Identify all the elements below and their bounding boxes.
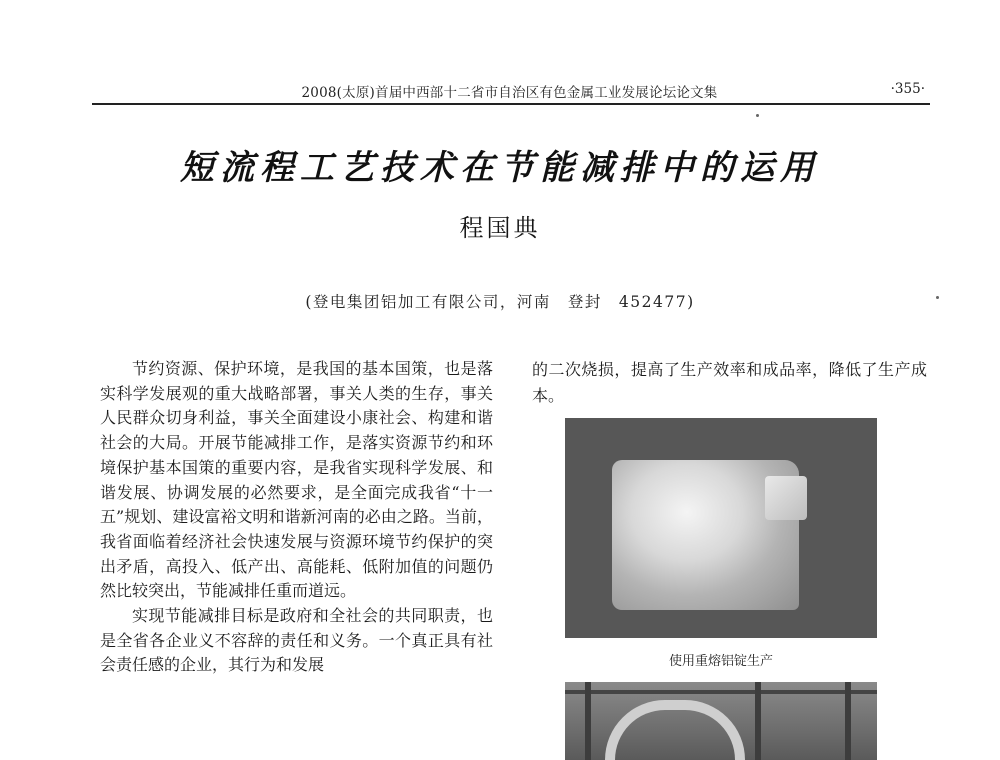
ingot-edge <box>765 476 807 520</box>
author-affiliation: (登电集团铝加工有限公司，河南 登封 452477) <box>305 293 695 311</box>
duct-pipe <box>605 700 745 760</box>
scan-speck <box>936 296 939 299</box>
figure-caption: 使用重熔铝锭生产 <box>668 654 773 669</box>
support-post <box>755 682 761 760</box>
scan-speck <box>756 114 759 117</box>
header-title: 2008(太原)首届中西部十二省市自治区有色金属工业发展论坛论文集 <box>301 85 718 101</box>
paper-author: 程国典 <box>459 214 541 242</box>
right-column <box>532 357 927 409</box>
support-post <box>845 682 851 760</box>
header-rule <box>92 103 930 105</box>
running-header <box>92 81 927 103</box>
paragraph: 的二次烧损，提高了生产效率和成品率，降低了生产成本。 <box>532 360 927 405</box>
paper-title: 短流程工艺技术在节能减排中的运用 <box>180 148 820 188</box>
paragraph: 实现节能减排目标是政府和全社会的共同职责，也是全省各企业义不容辞的责任和义务。一个真正具有社会责任感的企业，其行为和发展 <box>100 606 493 675</box>
left-column <box>100 357 493 678</box>
support-post <box>585 682 591 760</box>
paragraph: 节约资源、保护环境，是我国的基本国策，也是落实科学发展观的重大战略部署，事关人类的生存，事关人民群众切身利益，事关全面建设小康社会、构建和谐社会的大局。开展节能减排工作，是落实资源节约和环境保护基本国策的重要内容，是我省实现科学发展、和谐发展、协调发展的必然要求，是全面完成我省“十一五”规划、建设富裕文明和谐新河南的必由之路。当前，我省面临着经济社会快速发展与资源环境节约保护的突出矛盾，高投入、低产出、高能耗、低附加值的问题仍然比较突出，节能减排任重而道远。 <box>100 359 493 601</box>
overhead-beam <box>565 690 877 694</box>
figure-workshop-photo <box>565 682 877 760</box>
page-number: ·355· <box>890 81 925 97</box>
figure-ingot-photo <box>565 418 877 638</box>
